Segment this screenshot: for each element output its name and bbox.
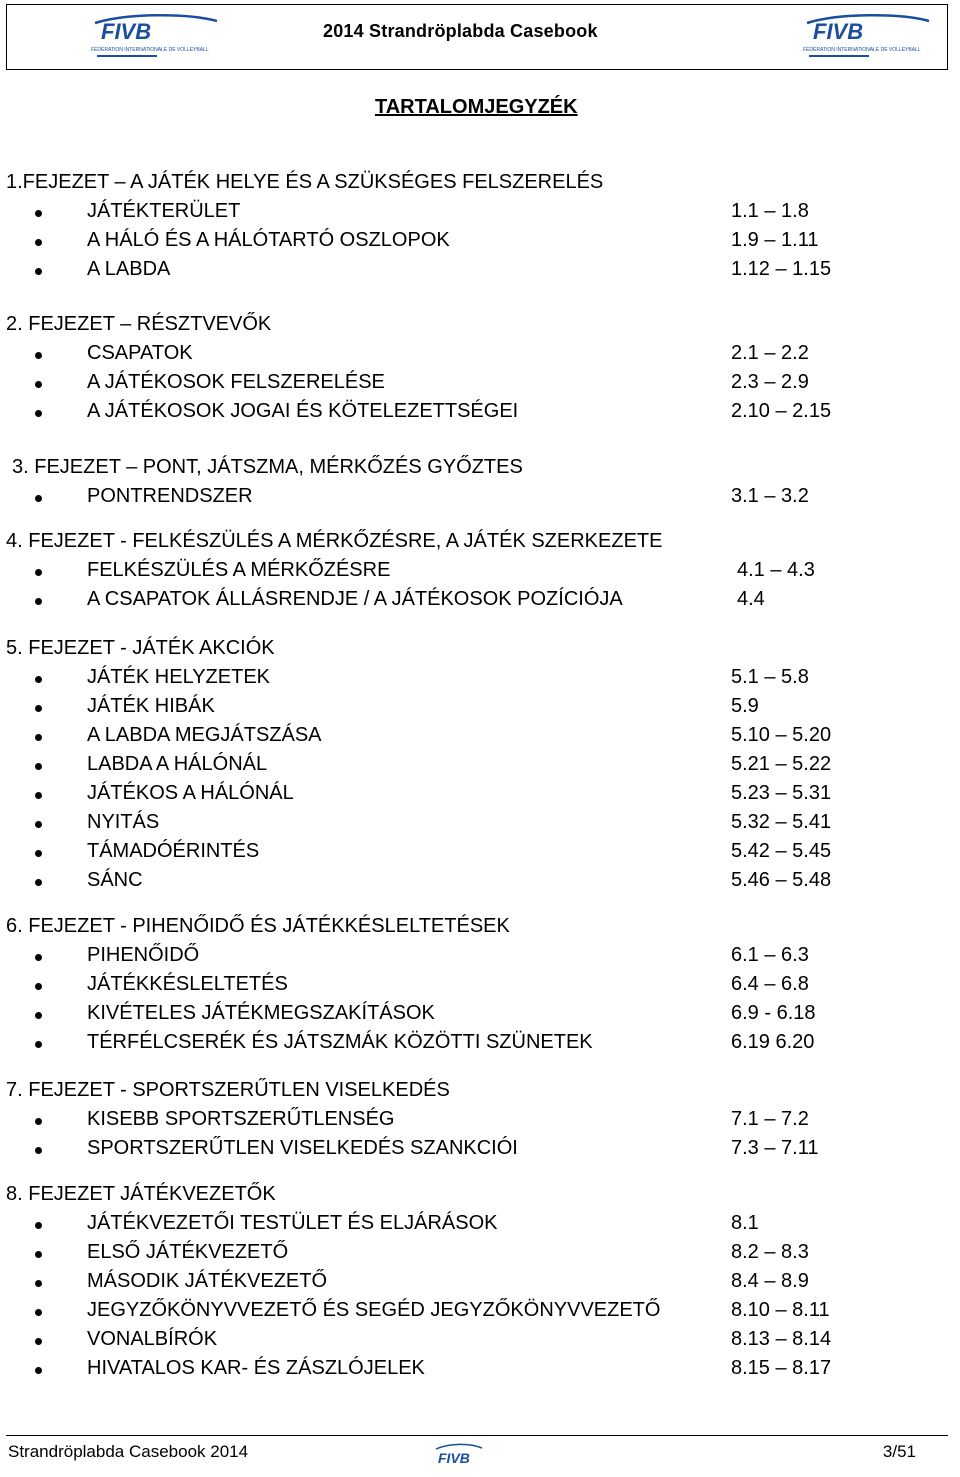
toc-entry-label: A LABDA — [87, 258, 171, 280]
toc-entry-rule-range: 8.1 — [731, 1212, 759, 1234]
toc-entry — [0, 1108, 960, 1136]
chapter-heading: 3. FEJEZET – PONT, JÁTSZMA, MÉRKŐZÉS GYŐZTES — [12, 456, 523, 478]
toc-entry-rule-range: 6.9 - 6.18 — [731, 1002, 816, 1024]
toc-entry-label: A HÁLÓ ÉS A HÁLÓTARTÓ OSZLOPOK — [87, 229, 450, 251]
toc-entry-label: A JÁTÉKOSOK JOGAI ÉS KÖTELEZETTSÉGEI — [87, 400, 519, 422]
toc-entry — [0, 1299, 960, 1327]
bullet-icon — [35, 763, 42, 770]
bullet-icon — [35, 1147, 42, 1154]
toc-entry — [0, 229, 960, 257]
chapter-heading: 8. FEJEZET JÁTÉKVEZETŐK — [6, 1183, 276, 1205]
bullet-icon — [35, 1012, 42, 1019]
toc-entry — [0, 1137, 960, 1165]
toc-entry — [0, 200, 960, 228]
bullet-icon — [35, 821, 42, 828]
document-title: TARTALOMJEGYZÉK — [375, 96, 578, 118]
toc-entry — [0, 695, 960, 723]
toc-entry — [0, 782, 960, 810]
toc-entry — [0, 1002, 960, 1030]
chapter-heading: 1.FEJEZET – A JÁTÉK HELYE ÉS A SZÜKSÉGES FELSZERELÉS — [6, 171, 604, 193]
bullet-icon — [35, 381, 42, 388]
toc-entry-label: JÁTÉK HELYZETEK — [87, 666, 271, 688]
toc-entry-rule-range: 5.9 — [731, 695, 759, 717]
toc-entry-rule-range: 8.4 – 8.9 — [731, 1270, 809, 1292]
bullet-icon — [35, 1041, 42, 1048]
toc-entry — [0, 666, 960, 694]
toc-entry-label: VONALBÍRÓK — [87, 1328, 218, 1350]
toc-entry — [0, 811, 960, 839]
toc-entry-label: PIHENŐIDŐ — [87, 944, 200, 966]
toc-entry — [0, 753, 960, 781]
toc-entry-rule-range: 8.15 – 8.17 — [731, 1357, 832, 1379]
bullet-icon — [35, 879, 42, 886]
toc-entry-rule-range: 6.4 – 6.8 — [731, 973, 809, 995]
toc-entry-label: PONTRENDSZER — [87, 485, 253, 507]
fivb-logo-right — [789, 9, 939, 61]
toc-entry — [0, 342, 960, 370]
header-title: 2014 Strandröplabda Casebook — [323, 21, 598, 41]
svg-text:FIVB: FIVB — [438, 1450, 470, 1466]
toc-entry-label: SPORTSZERŰTLEN VISELKEDÉS SZANKCIÓI — [87, 1137, 518, 1159]
bullet-icon — [35, 954, 42, 961]
toc-entry-rule-range: 1.9 – 1.11 — [731, 229, 819, 251]
toc-entry-rule-range: 5.10 – 5.20 — [731, 724, 832, 746]
fivb-logo-left — [77, 9, 227, 61]
toc-entry-label: JÁTÉKOS A HÁLÓNÁL — [87, 782, 294, 804]
toc-entry-label: LABDA A HÁLÓNÁL — [87, 753, 268, 775]
toc-entry — [0, 944, 960, 972]
toc-entry-label: HIVATALOS KAR- ÉS ZÁSZLÓJELEK — [87, 1357, 425, 1379]
toc-entry-rule-range: 6.1 – 6.3 — [731, 944, 809, 966]
chapter-heading: 7. FEJEZET - SPORTSZERŰTLEN VISELKEDÉS — [6, 1079, 450, 1101]
toc-entry — [0, 1357, 960, 1385]
toc-entry-rule-range: 7.3 – 7.11 — [731, 1137, 819, 1159]
toc-entry-label: CSAPATOK — [87, 342, 193, 364]
toc-entry — [0, 1270, 960, 1298]
bullet-icon — [35, 850, 42, 857]
toc-entry-label: JEGYZŐKÖNYVVEZETŐ ÉS SEGÉD JEGYZŐKÖNYVVEZETŐ — [87, 1299, 661, 1321]
toc-entry-rule-range: 5.46 – 5.48 — [731, 869, 832, 891]
toc-entry-label: ELSŐ JÁTÉKVEZETŐ — [87, 1241, 289, 1263]
toc-entry — [0, 724, 960, 752]
svg-text:FIVB: FIVB — [101, 19, 152, 44]
toc-entry — [0, 485, 960, 513]
bullet-icon — [35, 268, 42, 275]
bullet-icon — [35, 1338, 42, 1345]
toc-entry — [0, 1212, 960, 1240]
toc-entry-rule-range: 4.4 — [737, 588, 765, 610]
chapter-heading: 4. FEJEZET - FELKÉSZÜLÉS A MÉRKŐZÉSRE, A JÁTÉK SZERKEZETE — [6, 530, 663, 552]
toc-entry — [0, 973, 960, 1001]
bullet-icon — [35, 1222, 42, 1229]
toc-entry-rule-range: 8.10 – 8.11 — [731, 1299, 830, 1321]
footer-divider — [6, 1435, 948, 1436]
bullet-icon — [35, 983, 42, 990]
toc-entry-rule-range: 5.21 – 5.22 — [731, 753, 832, 775]
toc-entry-label: JÁTÉKVEZETŐI TESTÜLET ÉS ELJÁRÁSOK — [87, 1212, 498, 1234]
chapter-heading: 5. FEJEZET - JÁTÉK AKCIÓK — [6, 637, 275, 659]
toc-entry-rule-range: 3.1 – 3.2 — [731, 485, 809, 507]
toc-entry-label: SÁNC — [87, 869, 143, 891]
toc-entry-rule-range: 2.10 – 2.15 — [731, 400, 832, 422]
toc-entry-rule-range: 5.32 – 5.41 — [731, 811, 832, 833]
toc-entry-rule-range: 1.12 – 1.15 — [731, 258, 832, 280]
page-header — [6, 4, 948, 70]
toc-entry — [0, 840, 960, 868]
bullet-icon — [35, 1251, 42, 1258]
toc-entry-label: TÁMADÓÉRINTÉS — [87, 840, 260, 862]
toc-entry-label: FELKÉSZÜLÉS A MÉRKŐZÉSRE — [87, 559, 391, 581]
bullet-icon — [35, 410, 42, 417]
toc-entry-rule-range: 8.13 – 8.14 — [731, 1328, 832, 1350]
toc-entry-rule-range: 2.1 – 2.2 — [731, 342, 809, 364]
bullet-icon — [35, 495, 42, 502]
bullet-icon — [35, 1280, 42, 1287]
toc-entry-rule-range: 5.1 – 5.8 — [731, 666, 809, 688]
bullet-icon — [35, 352, 42, 359]
toc-entry-label: A CSAPATOK ÁLLÁSRENDJE / A JÁTÉKOSOK POZÍCIÓJA — [87, 588, 623, 610]
toc-entry — [0, 371, 960, 399]
fivb-logo-footer — [430, 1441, 486, 1471]
bullet-icon — [35, 1118, 42, 1125]
toc-entry-rule-range: 5.23 – 5.31 — [731, 782, 832, 804]
bullet-icon — [35, 734, 42, 741]
toc-entry — [0, 559, 960, 587]
bullet-icon — [35, 705, 42, 712]
bullet-icon — [35, 1367, 42, 1374]
toc-entry-rule-range: 5.42 – 5.45 — [731, 840, 832, 862]
bullet-icon — [35, 598, 42, 605]
bullet-icon — [35, 792, 42, 799]
toc-entry-rule-range: 2.3 – 2.9 — [731, 371, 809, 393]
toc-entry-rule-range: 7.1 – 7.2 — [731, 1108, 809, 1130]
toc-entry-label: A JÁTÉKOSOK FELSZERELÉSE — [87, 371, 385, 393]
toc-entry — [0, 869, 960, 897]
chapter-heading: 6. FEJEZET - PIHENŐIDŐ ÉS JÁTÉKKÉSLELTETÉSEK — [6, 915, 510, 937]
bullet-icon — [35, 239, 42, 246]
toc-entry-rule-range: 8.2 – 8.3 — [731, 1241, 809, 1263]
toc-entry — [0, 1241, 960, 1269]
svg-text:FÉDÉRATION INTERNATIONALE DE V: FÉDÉRATION INTERNATIONALE DE VOLLEYBALL — [803, 47, 921, 53]
svg-text:FIVB: FIVB — [813, 19, 864, 44]
bullet-icon — [35, 1309, 42, 1316]
page-number: 3/51 — [882, 1442, 916, 1461]
toc-entry-label: KIVÉTELES JÁTÉKMEGSZAKÍTÁSOK — [87, 1002, 435, 1024]
toc-entry — [0, 258, 960, 286]
chapter-heading: 2. FEJEZET – RÉSZTVEVŐK — [6, 313, 272, 335]
toc-entry-label: TÉRFÉLCSERÉK ÉS JÁTSZMÁK KÖZÖTTI SZÜNETEK — [87, 1031, 593, 1053]
svg-text:FÉDÉRATION INTERNATIONALE DE V: FÉDÉRATION INTERNATIONALE DE VOLLEYBALL — [91, 47, 209, 53]
toc-entry-label: NYITÁS — [87, 811, 160, 833]
toc-entry — [0, 400, 960, 428]
toc-entry — [0, 1031, 960, 1059]
toc-entry-label: JÁTÉKKÉSLELTETÉS — [87, 973, 288, 995]
bullet-icon — [35, 210, 42, 217]
bullet-icon — [35, 676, 42, 683]
footer-left-text: Strandröplabda Casebook 2014 — [8, 1442, 249, 1461]
toc-entry — [0, 588, 960, 616]
bullet-icon — [35, 569, 42, 576]
toc-entry-rule-range: 6.19 6.20 — [731, 1031, 815, 1053]
toc-entry-label: JÁTÉKTERÜLET — [87, 200, 241, 222]
toc-entry-rule-range: 1.1 – 1.8 — [731, 200, 809, 222]
toc-entry-label: A LABDA MEGJÁTSZÁSA — [87, 724, 322, 746]
toc-entry-label: JÁTÉK HIBÁK — [87, 695, 215, 717]
toc-entry — [0, 1328, 960, 1356]
toc-entry-label: KISEBB SPORTSZERŰTLENSÉG — [87, 1108, 395, 1130]
toc-entry-label: MÁSODIK JÁTÉKVEZETŐ — [87, 1270, 328, 1292]
toc-entry-rule-range: 4.1 – 4.3 — [737, 559, 815, 581]
